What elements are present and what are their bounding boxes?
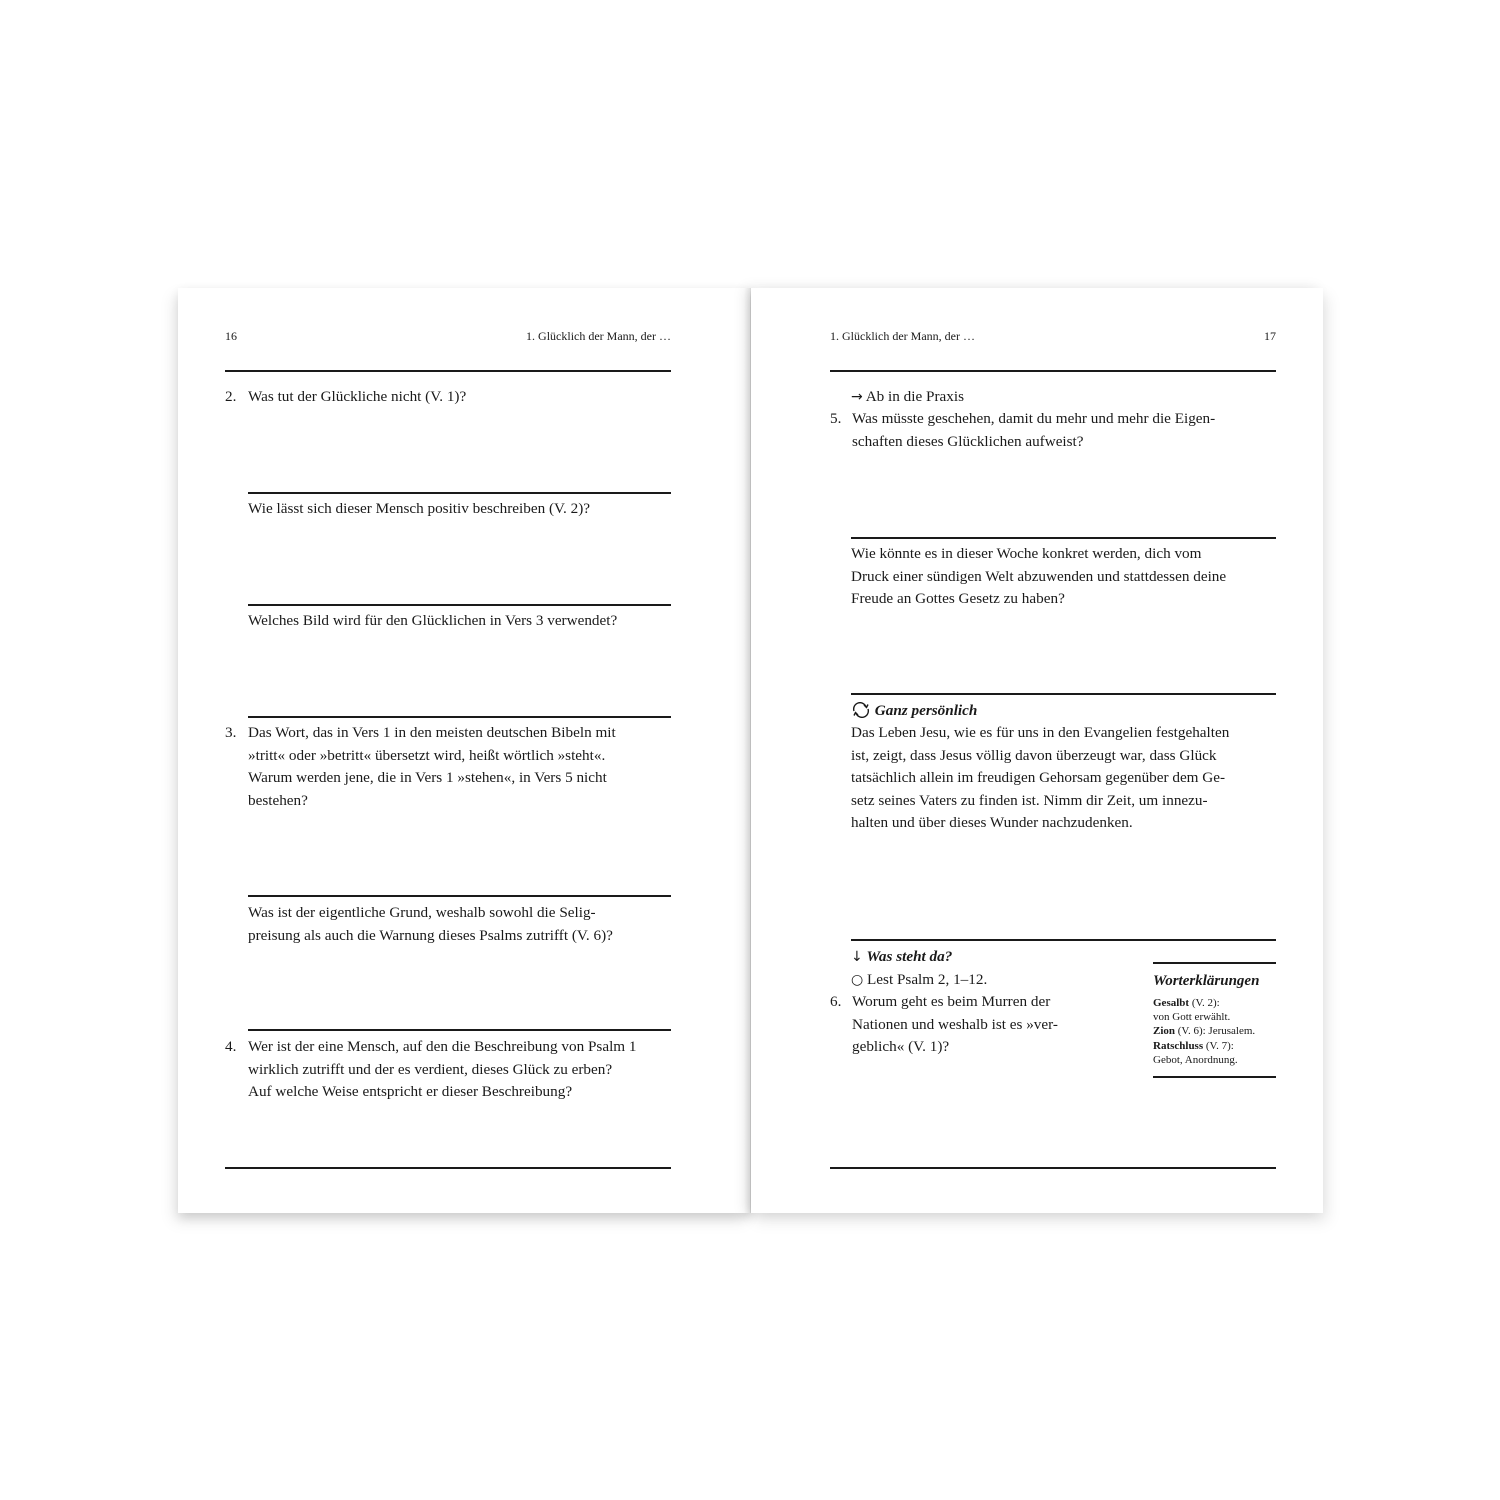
question-text: Was tut der Glückliche nicht (V. 1)? [248,388,467,405]
question-number: 3. [225,724,237,741]
read-instruction: ○ Lest Psalm 2, 1–12. [851,971,988,988]
footer-rule [830,1167,1276,1169]
answer-line [248,492,671,494]
question-number: 4. [225,1038,237,1055]
arrow-right-icon: → [851,389,863,405]
answer-line [248,1029,671,1031]
arrow-down-icon: ↓ [851,949,863,965]
page-number: 17 [1264,329,1276,343]
question-text: Das Wort, das in Vers 1 in den meisten deutschen Bibeln mit »tritt« oder »betritt« übersetzt wird, heißt wörtlich »steht«. Warum werden jene, die in Vers 1 »stehen«, in Vers 5 nicht bestehen? [248,724,616,809]
question-text: Welches Bild wird für den Glücklichen in Vers 3 verwendet? [248,612,618,629]
section-label: Ganz persönlich [874,702,978,719]
glossary-bottom-rule [1153,1076,1276,1078]
personal-text: Das Leben Jesu, wie es für uns in den Evangelien festgehalten ist, zeigt, dass Jesus völlig davon überzeugt war, dass Glück tatsächlich allein im freudigen Gehorsam gegenüber dem Ge- setz seines Vaters zu finden ist. Nimm dir Zeit, um innezu- halten und über dieses Wunder nachzudenken. [851,724,1230,831]
question-text: Was ist der eigentliche Grund, weshalb sowohl die Selig- preisung als auch die Warnung dieses Psalms zutrifft (V. 6)? [248,904,613,944]
question-text: Wer ist der eine Mensch, auf den die Beschreibung von Psalm 1 wirklich zutrifft und der es verdient, dieses Glück zu erben? Auf welche Weise entspricht er dieser Beschreibung? [248,1038,637,1100]
running-head: 1. Glücklich der Mann, der … [830,329,975,343]
answer-line [851,693,1276,695]
question-number: 5. [830,410,842,427]
section-praxis [851,386,964,409]
section-personal-heading [851,700,977,723]
question-text: Was müsste geschehen, damit du mehr und mehr die Eigen- schaften dieses Glücklichen aufweist? [852,410,1216,450]
answer-line [248,604,671,606]
question-text: Worum geht es beim Murren der Nationen und weshalb ist es »ver- geblich« (V. 1)? [852,993,1058,1055]
question-number: 6. [830,993,842,1010]
question-text: Wie könnte es in dieser Woche konkret werden, dich vom Druck einer sündigen Welt abzuwenden und stattdessen deine Freude an Gottes Gesetz zu haben? [851,545,1227,607]
answer-line [248,716,671,718]
footer-rule [225,1167,671,1169]
answer-line [851,939,1276,941]
section-read-heading [851,946,952,969]
glossary-title: Worterklärungen [1153,973,1260,989]
section-label: Was steht da? [866,948,953,965]
question-number: 2. [225,388,237,405]
right-page [751,288,1323,1213]
page-number: 16 [225,329,237,343]
checkbox-circle-icon: ○ [851,972,864,988]
question-text: Wie lässt sich dieser Mensch positiv beschreiben (V. 2)? [248,500,591,517]
header-rule [225,370,671,372]
left-page [178,288,750,1213]
answer-line [248,895,671,897]
answer-line [851,537,1276,539]
section-label: Ab in die Praxis [865,388,964,405]
glossary-entries: Gesalbt (V. 2): von Gott erwählt. Zion (V. 6): Jerusalem. Ratschluss (V. 7): Gebot, Anordnung. [1153,997,1256,1066]
running-head: 1. Glücklich der Mann, der … [526,329,671,343]
refresh-arrows-icon [851,702,871,718]
header-rule [830,370,1276,372]
glossary-top-rule [1153,962,1276,964]
